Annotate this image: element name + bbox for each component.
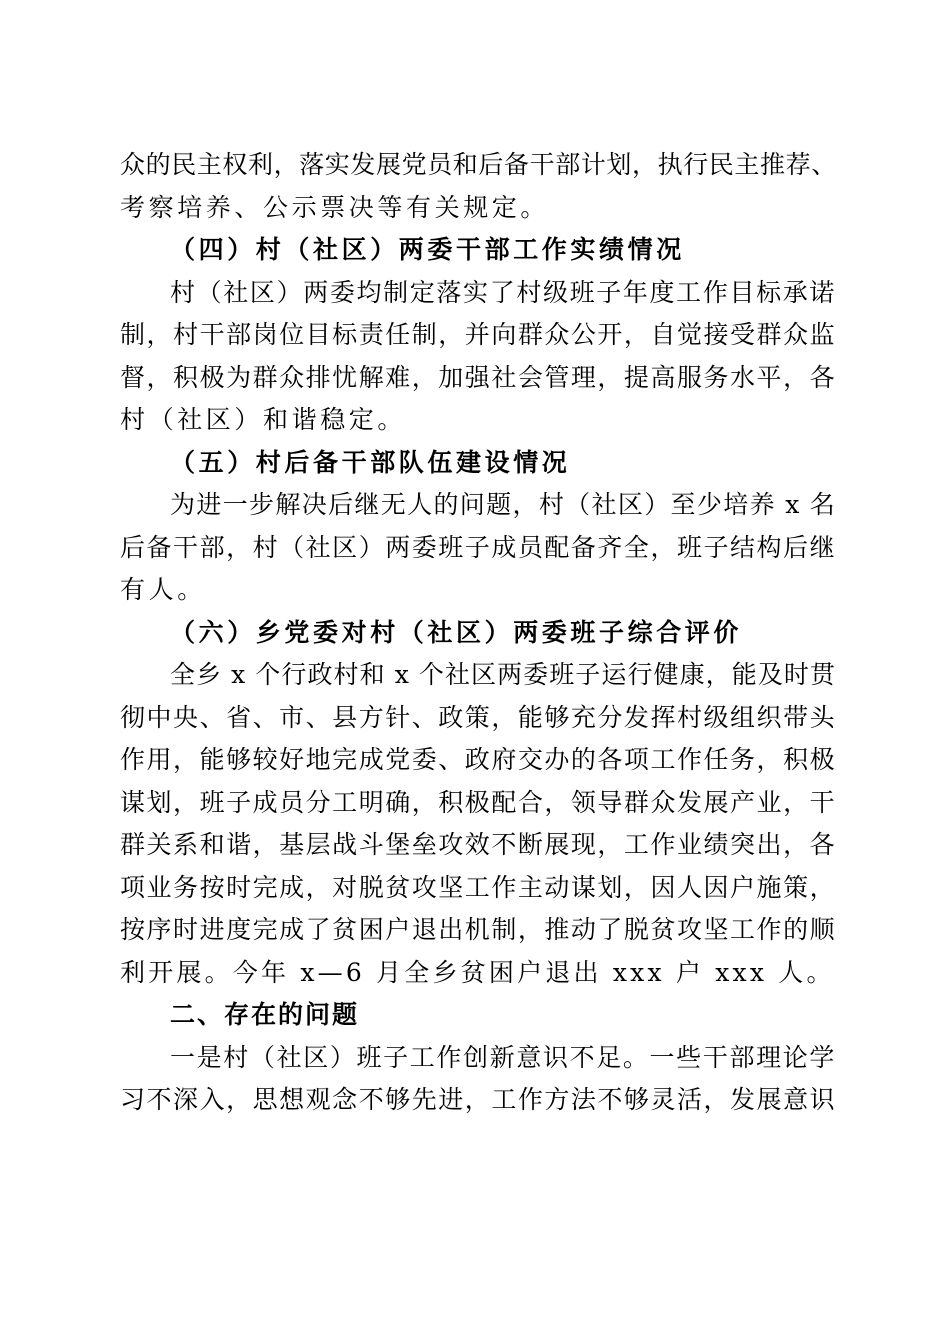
- paragraph-line: 项业务按时完成，对脱贫攻坚工作主动谋划，因人因户施策，: [120, 872, 836, 902]
- paragraph-line: 村（社区）和谐稳定。: [120, 405, 407, 434]
- paragraph-line: 督，积极为群众排忧解难，加强社会管理，提高服务水平，各: [120, 362, 836, 392]
- paragraph-line: 后备干部，村（社区）两委班子成员配备齐全，班子结构后继: [120, 532, 836, 562]
- paragraph-line: 谋划，班子成员分工明确，积极配合，领导群众发展产业，干: [120, 787, 836, 817]
- paragraph-line: 有人。: [120, 575, 206, 604]
- paragraph-line: 按序时进度完成了贫困户退出机制，推动了脱贫攻坚工作的顺: [120, 915, 836, 944]
- section-heading: （六）乡党委对村（社区）两委班子综合评价: [170, 617, 743, 647]
- paragraph-line: 众的民主权利，落实发展党员和后备干部计划，执行民主推荐、: [120, 150, 837, 179]
- paragraph-line: 为进一步解决后继无人的问题，村（社区）至少培养 x 名: [170, 490, 836, 519]
- paragraph-line: 村（社区）两委均制定落实了村级班子年度工作目标承诺: [170, 277, 836, 307]
- paragraph-line: 一是村（社区）班子工作创新意识不足。一些干部理论学: [170, 1042, 836, 1072]
- paragraph-line: 考察培养、公示票决等有关规定。: [120, 192, 550, 222]
- chapter-heading: 二、存在的问题: [170, 1000, 360, 1029]
- paragraph-line: 全乡 x 个行政村和 x 个社区两委班子运行健康，能及时贯: [170, 660, 836, 689]
- section-heading: （五）村后备干部队伍建设情况: [170, 447, 571, 477]
- paragraph-line: 作用，能够较好地完成党委、政府交办的各项工作任务，积极: [120, 745, 836, 774]
- paragraph-line: 彻中央、省、市、县方针、政策，能够充分发挥村级组织带头: [120, 702, 836, 732]
- document-body: [120, 144, 836, 1122]
- paragraph-line: 制，村干部岗位目标责任制，并向群众公开，自觉接受群众监: [120, 320, 836, 349]
- paragraph-line: 习不深入，思想观念不够先进，工作方法不够灵活，发展意识: [120, 1085, 836, 1114]
- paragraph-line: 利开展。今年 x—6 月全乡贫困户退出 xxx 户 xxx 人。: [120, 957, 835, 987]
- paragraph-line: 群关系和谐，基层战斗堡垒攻效不断展现，工作业绩突出，各: [120, 830, 836, 859]
- section-heading: （四）村（社区）两委干部工作实绩情况: [170, 235, 685, 264]
